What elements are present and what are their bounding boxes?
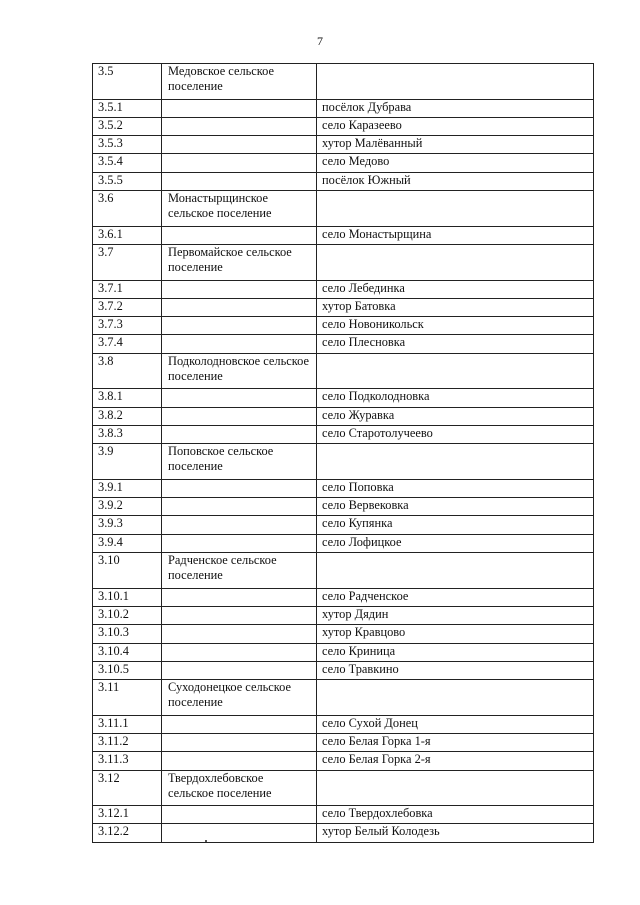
locality-cell: село Белая Горка 1-я: [317, 733, 594, 751]
settlement-name-cell: [162, 99, 317, 117]
settlement-row: [93, 606, 594, 624]
locality-cell: село Лофицкое: [317, 534, 594, 552]
settlement-row: [93, 498, 594, 516]
locality-cell: [317, 553, 594, 589]
settlement-row: [93, 172, 594, 190]
row-number-cell: 3.12.2: [93, 824, 162, 842]
settlement-row: [93, 335, 594, 353]
settlement-name-cell: [162, 534, 317, 552]
locality-cell: село Лебединка: [317, 280, 594, 298]
settlement-row: [93, 99, 594, 117]
row-number-cell: 3.10: [93, 553, 162, 589]
settlement-row: [93, 479, 594, 497]
locality-cell: село Сухой Донец: [317, 715, 594, 733]
row-number-cell: 3.9.1: [93, 479, 162, 497]
locality-cell: село Старотолучеево: [317, 425, 594, 443]
row-number-cell: 3.7.1: [93, 280, 162, 298]
locality-cell: [317, 244, 594, 280]
settlement-name-cell: Медовское сельское поселение: [162, 64, 317, 100]
locality-cell: [317, 680, 594, 716]
row-number-cell: 3.6.1: [93, 226, 162, 244]
row-number-cell: 3.5.4: [93, 154, 162, 172]
locality-cell: [317, 191, 594, 227]
row-number-cell: 3.9.2: [93, 498, 162, 516]
locality-cell: село Медово: [317, 154, 594, 172]
settlement-group-row: [93, 353, 594, 389]
settlement-name-cell: [162, 425, 317, 443]
row-number-cell: 3.9.3: [93, 516, 162, 534]
locality-cell: хутор Дядин: [317, 606, 594, 624]
row-number-cell: 3.7.2: [93, 298, 162, 316]
locality-cell: село Новоникольск: [317, 317, 594, 335]
settlement-row: [93, 733, 594, 751]
locality-cell: [317, 444, 594, 480]
settlement-name-cell: [162, 136, 317, 154]
settlement-name-cell: Радченское сельское поселение: [162, 553, 317, 589]
locality-cell: посёлок Дубрава: [317, 99, 594, 117]
settlement-row: [93, 407, 594, 425]
locality-cell: село Подколодновка: [317, 389, 594, 407]
settlement-row: [93, 625, 594, 643]
locality-cell: село Каразеево: [317, 117, 594, 135]
row-number-cell: 3.5.3: [93, 136, 162, 154]
row-number-cell: 3.9: [93, 444, 162, 480]
settlement-name-cell: [162, 335, 317, 353]
settlement-row: [93, 226, 594, 244]
settlement-row: [93, 715, 594, 733]
row-number-cell: 3.8.1: [93, 389, 162, 407]
row-number-cell: 3.7.3: [93, 317, 162, 335]
settlements-table: [92, 63, 594, 843]
settlement-name-cell: [162, 298, 317, 316]
row-number-cell: 3.5.5: [93, 172, 162, 190]
locality-cell: село Поповка: [317, 479, 594, 497]
settlement-name-cell: [162, 606, 317, 624]
row-number-cell: 3.11.2: [93, 733, 162, 751]
settlement-name-cell: Первомайское сельское поселение: [162, 244, 317, 280]
row-number-cell: 3.8: [93, 353, 162, 389]
locality-cell: село Плесновка: [317, 335, 594, 353]
settlement-name-cell: [162, 498, 317, 516]
row-number-cell: 3.10.3: [93, 625, 162, 643]
locality-cell: хутор Батовка: [317, 298, 594, 316]
settlement-name-cell: [162, 154, 317, 172]
settlement-row: [93, 389, 594, 407]
locality-cell: хутор Белый Колодезь: [317, 824, 594, 842]
row-number-cell: 3.12: [93, 770, 162, 806]
settlement-name-cell: [162, 588, 317, 606]
settlement-group-row: [93, 64, 594, 100]
row-number-cell: 3.8.3: [93, 425, 162, 443]
settlement-name-cell: [162, 715, 317, 733]
locality-cell: хутор Малёванный: [317, 136, 594, 154]
settlement-group-row: [93, 444, 594, 480]
locality-cell: хутор Кравцово: [317, 625, 594, 643]
settlement-name-cell: [162, 643, 317, 661]
settlement-row: [93, 752, 594, 770]
settlement-row: [93, 280, 594, 298]
settlement-row: [93, 298, 594, 316]
locality-cell: село Радченское: [317, 588, 594, 606]
settlement-name-cell: [162, 625, 317, 643]
row-number-cell: 3.11: [93, 680, 162, 716]
row-number-cell: 3.5.1: [93, 99, 162, 117]
settlement-name-cell: [162, 280, 317, 298]
settlement-name-cell: [162, 824, 317, 842]
settlement-group-row: [93, 191, 594, 227]
settlement-row: [93, 136, 594, 154]
settlement-name-cell: [162, 806, 317, 824]
locality-cell: [317, 770, 594, 806]
row-number-cell: 3.10.5: [93, 661, 162, 679]
settlement-row: [93, 588, 594, 606]
settlement-row: [93, 661, 594, 679]
row-number-cell: 3.9.4: [93, 534, 162, 552]
settlement-row: [93, 154, 594, 172]
locality-cell: село Монастырщина: [317, 226, 594, 244]
settlement-row: [93, 806, 594, 824]
settlement-group-row: [93, 553, 594, 589]
settlement-row: [93, 516, 594, 534]
locality-cell: село Вервековка: [317, 498, 594, 516]
row-number-cell: 3.10.2: [93, 606, 162, 624]
settlement-name-cell: [162, 117, 317, 135]
settlement-row: [93, 425, 594, 443]
scan-speck: [205, 840, 207, 842]
settlement-name-cell: Подколодновское сельское поселение: [162, 353, 317, 389]
locality-cell: село Купянка: [317, 516, 594, 534]
settlement-name-cell: [162, 752, 317, 770]
row-number-cell: 3.7: [93, 244, 162, 280]
settlement-name-cell: Твердохлебовское сельское поселение: [162, 770, 317, 806]
row-number-cell: 3.7.4: [93, 335, 162, 353]
row-number-cell: 3.10.4: [93, 643, 162, 661]
settlement-name-cell: [162, 172, 317, 190]
row-number-cell: 3.5: [93, 64, 162, 100]
locality-cell: [317, 353, 594, 389]
settlement-group-row: [93, 680, 594, 716]
settlement-row: [93, 643, 594, 661]
settlement-name-cell: [162, 389, 317, 407]
row-number-cell: 3.11.3: [93, 752, 162, 770]
locality-cell: село Криница: [317, 643, 594, 661]
row-number-cell: 3.10.1: [93, 588, 162, 606]
row-number-cell: 3.6: [93, 191, 162, 227]
row-number-cell: 3.11.1: [93, 715, 162, 733]
settlement-group-row: [93, 244, 594, 280]
settlement-name-cell: [162, 516, 317, 534]
settlement-name-cell: [162, 317, 317, 335]
settlement-name-cell: [162, 661, 317, 679]
settlement-row: [93, 534, 594, 552]
row-number-cell: 3.12.1: [93, 806, 162, 824]
page-number: 7: [317, 34, 323, 48]
row-number-cell: 3.8.2: [93, 407, 162, 425]
settlement-row: [93, 317, 594, 335]
row-number-cell: 3.5.2: [93, 117, 162, 135]
settlement-row: [93, 824, 594, 842]
settlement-name-cell: [162, 226, 317, 244]
settlement-name-cell: Монастырщинское сельское поселение: [162, 191, 317, 227]
settlement-name-cell: [162, 407, 317, 425]
settlement-group-row: [93, 770, 594, 806]
locality-cell: посёлок Южный: [317, 172, 594, 190]
locality-cell: село Белая Горка 2-я: [317, 752, 594, 770]
settlements-table-body: [93, 64, 594, 843]
settlement-name-cell: [162, 733, 317, 751]
locality-cell: село Травкино: [317, 661, 594, 679]
locality-cell: село Твердохлебовка: [317, 806, 594, 824]
locality-cell: село Журавка: [317, 407, 594, 425]
settlement-name-cell: [162, 479, 317, 497]
locality-cell: [317, 64, 594, 100]
settlement-name-cell: Поповское сельское поселение: [162, 444, 317, 480]
settlement-row: [93, 117, 594, 135]
settlement-name-cell: Суходонецкое сельское поселение: [162, 680, 317, 716]
